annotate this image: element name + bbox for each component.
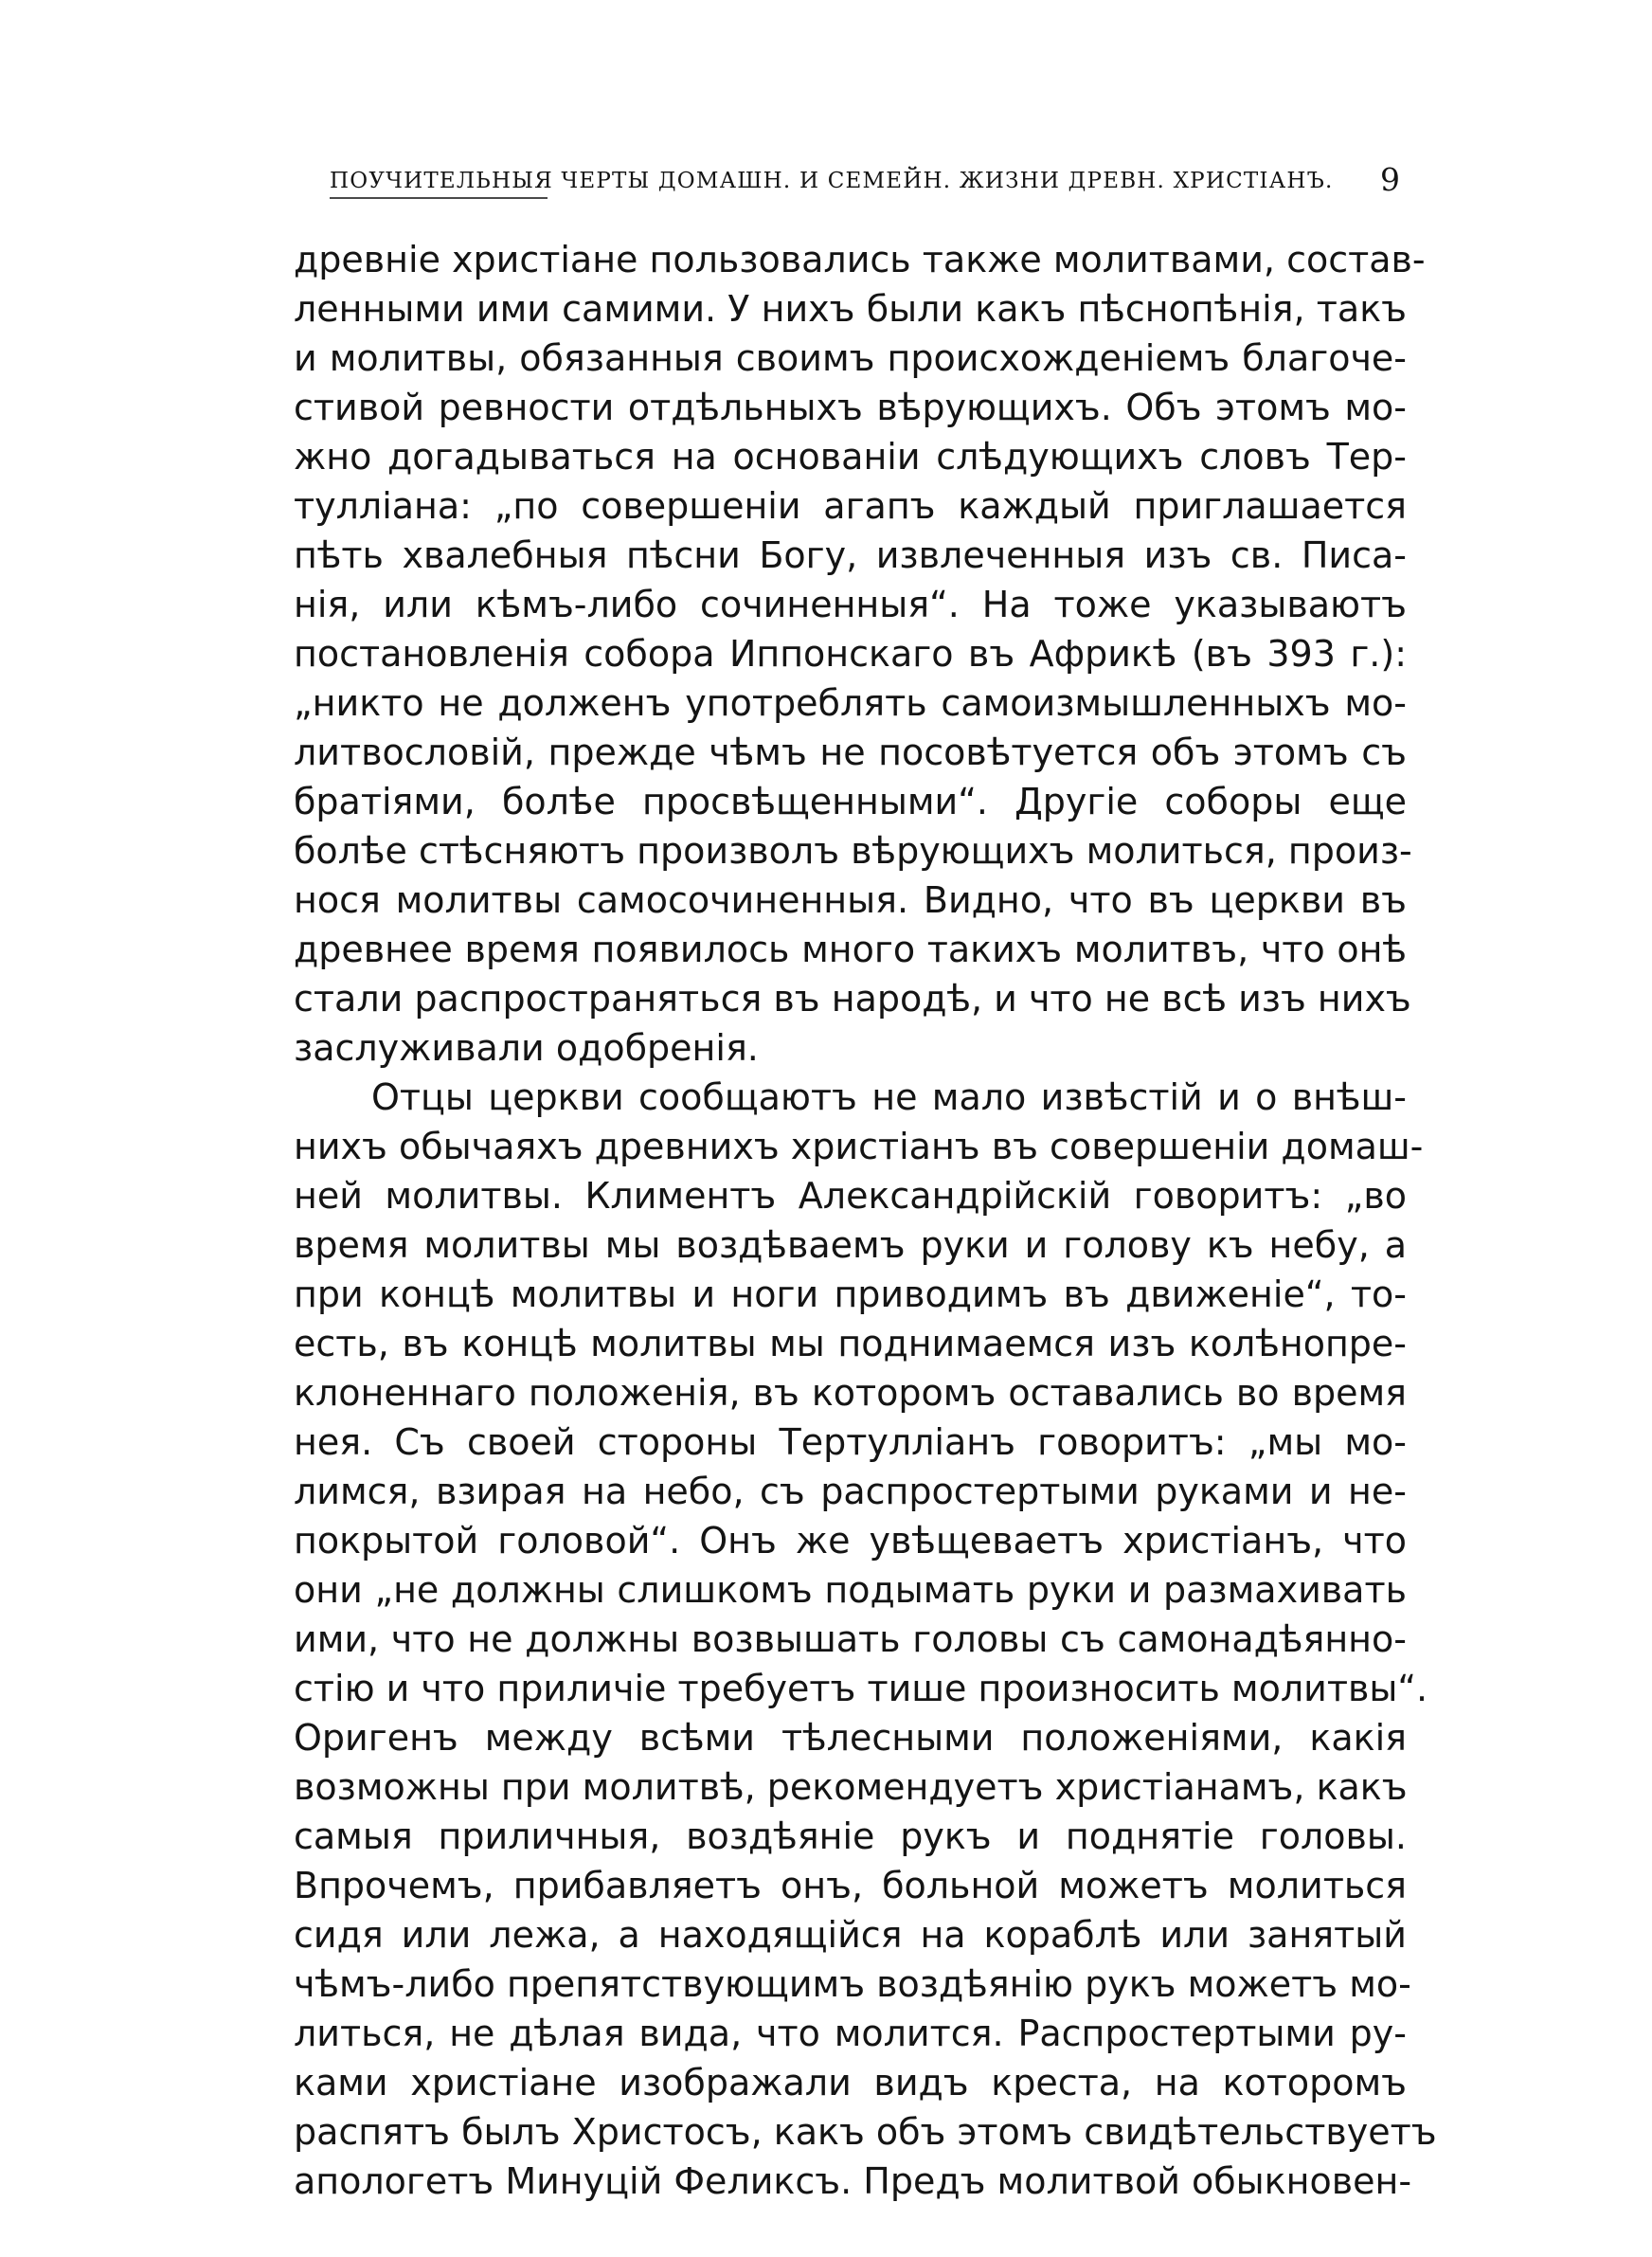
- text-line: братіями, болѣе просвѣщенными“. Другіе соборы еще: [294, 781, 1407, 822]
- text-line: болѣе стѣсняютъ произволъ вѣрующихъ молиться, произ-: [294, 830, 1412, 872]
- running-head: [330, 161, 1400, 199]
- text-line: литвословій, прежде чѣмъ не посовѣтуется объ этомъ съ: [294, 731, 1407, 773]
- page-number: 9: [1380, 161, 1400, 198]
- text-line: Впрочемъ, прибавляетъ онъ, больной можетъ молиться: [294, 1865, 1407, 1906]
- text-line: они „не должны слишкомъ подымать руки и размахивать: [294, 1569, 1407, 1611]
- text-line: нихъ обычаяхъ древнихъ христіанъ въ совершеніи домаш-: [294, 1126, 1424, 1167]
- text-line: чѣмъ-либо препятствующимъ воздѣянію рукъ можетъ мо-: [294, 1963, 1411, 2005]
- text-line: пѣть хвалебныя пѣсни Богу, извлеченныя изъ св. Писа-: [294, 534, 1407, 576]
- text-line: клоненнаго положенія, въ которомъ оставались во время: [294, 1372, 1407, 1414]
- paragraph-end-line: заслуживали одобренія.: [294, 1027, 759, 1069]
- text-line: ленными ими самими. У нихъ были какъ пѣснопѣнія, такъ: [294, 288, 1407, 330]
- text-line: литься, не дѣлая вида, что молится. Распростертыми ру-: [294, 2013, 1407, 2054]
- text-line: нея. Съ своей стороны Тертулліанъ говоритъ: „мы мо-: [294, 1421, 1407, 1463]
- text-line: нія, или кѣмъ-либо сочиненныя“. На тоже указываютъ: [294, 584, 1407, 625]
- text-line: ками христіане изображали видъ креста, на которомъ: [294, 2062, 1407, 2104]
- text-line: время молитвы мы воздѣваемъ руки и голову къ небу, а: [294, 1224, 1407, 1266]
- text-line: возможны при молитвѣ, рекомендуетъ христіанамъ, какъ: [294, 1766, 1408, 1808]
- text-line: ней молитвы. Климентъ Александрійскій говоритъ: „во: [294, 1175, 1407, 1217]
- text-line: покрытой головой“. Онъ же увѣщеваетъ христіанъ, что: [294, 1520, 1407, 1562]
- text-line: стали распространяться въ народѣ, и что не всѣ изъ нихъ: [294, 978, 1411, 1020]
- text-line: при концѣ молитвы и ноги приводимъ въ движеніе“, то-: [294, 1273, 1407, 1315]
- body-text: [294, 235, 1437, 2206]
- text-line: постановленія собора Иппонскаго въ Африкѣ (въ 393 г.):: [294, 633, 1407, 675]
- text-line: Оригенъ между всѣми тѣлесными положеніями, какія: [294, 1717, 1407, 1759]
- text-line: стивой ревности отдѣльныхъ вѣрующихъ. Объ этомъ мо-: [294, 387, 1407, 428]
- text-line: есть, въ концѣ молитвы мы поднимаемся изъ колѣнопре-: [294, 1323, 1407, 1364]
- text-line: стію и что приличіе требуетъ тише произносить молитвы“.: [294, 1668, 1428, 1709]
- text-line: тулліана: „по совершеніи агапъ каждый приглашается: [294, 485, 1407, 527]
- paragraph-start-line: Отцы церкви сообщаютъ не мало извѣстій и о внѣш-: [371, 1076, 1407, 1118]
- text-line: древніе христіане пользовались также молитвами, состав-: [294, 239, 1426, 280]
- header-rule: [330, 197, 548, 199]
- text-line: жно догадываться на основаніи слѣдующихъ словъ Тер-: [294, 436, 1407, 478]
- text-line: и молитвы, обязанныя своимъ происхожденіемъ благоче-: [294, 337, 1407, 379]
- text-line: самыя приличныя, воздѣяніе рукъ и поднятіе головы.: [294, 1815, 1407, 1857]
- text-line: ими, что не должны возвышать головы съ самонадѣянно-: [294, 1618, 1407, 1660]
- text-line: древнее время появилось много такихъ молитвъ, что онѣ: [294, 929, 1407, 970]
- text-line: распятъ былъ Христосъ, какъ объ этомъ свидѣтельствуетъ: [294, 2111, 1437, 2153]
- text-line: апологетъ Минуцій Феликсъ. Предъ молитвой обыкновен-: [294, 2160, 1412, 2202]
- text-line: нося молитвы самосочиненныя. Видно, что въ церкви въ: [294, 879, 1407, 921]
- running-title: ПОУЧИТЕЛЬНЫЯ ЧЕРТЫ ДОМАШН. И СЕМЕЙН. ЖИЗНИ ДРЕВН. ХРИСТІАНЪ.: [330, 169, 1334, 193]
- text-line: „никто не долженъ употреблять самоизмышленныхъ мо-: [294, 682, 1407, 724]
- text-line: лимся, взирая на небо, съ распростертыми руками и не-: [294, 1471, 1407, 1512]
- text-line: сидя или лежа, а находящійся на кораблѣ или занятый: [294, 1914, 1407, 1956]
